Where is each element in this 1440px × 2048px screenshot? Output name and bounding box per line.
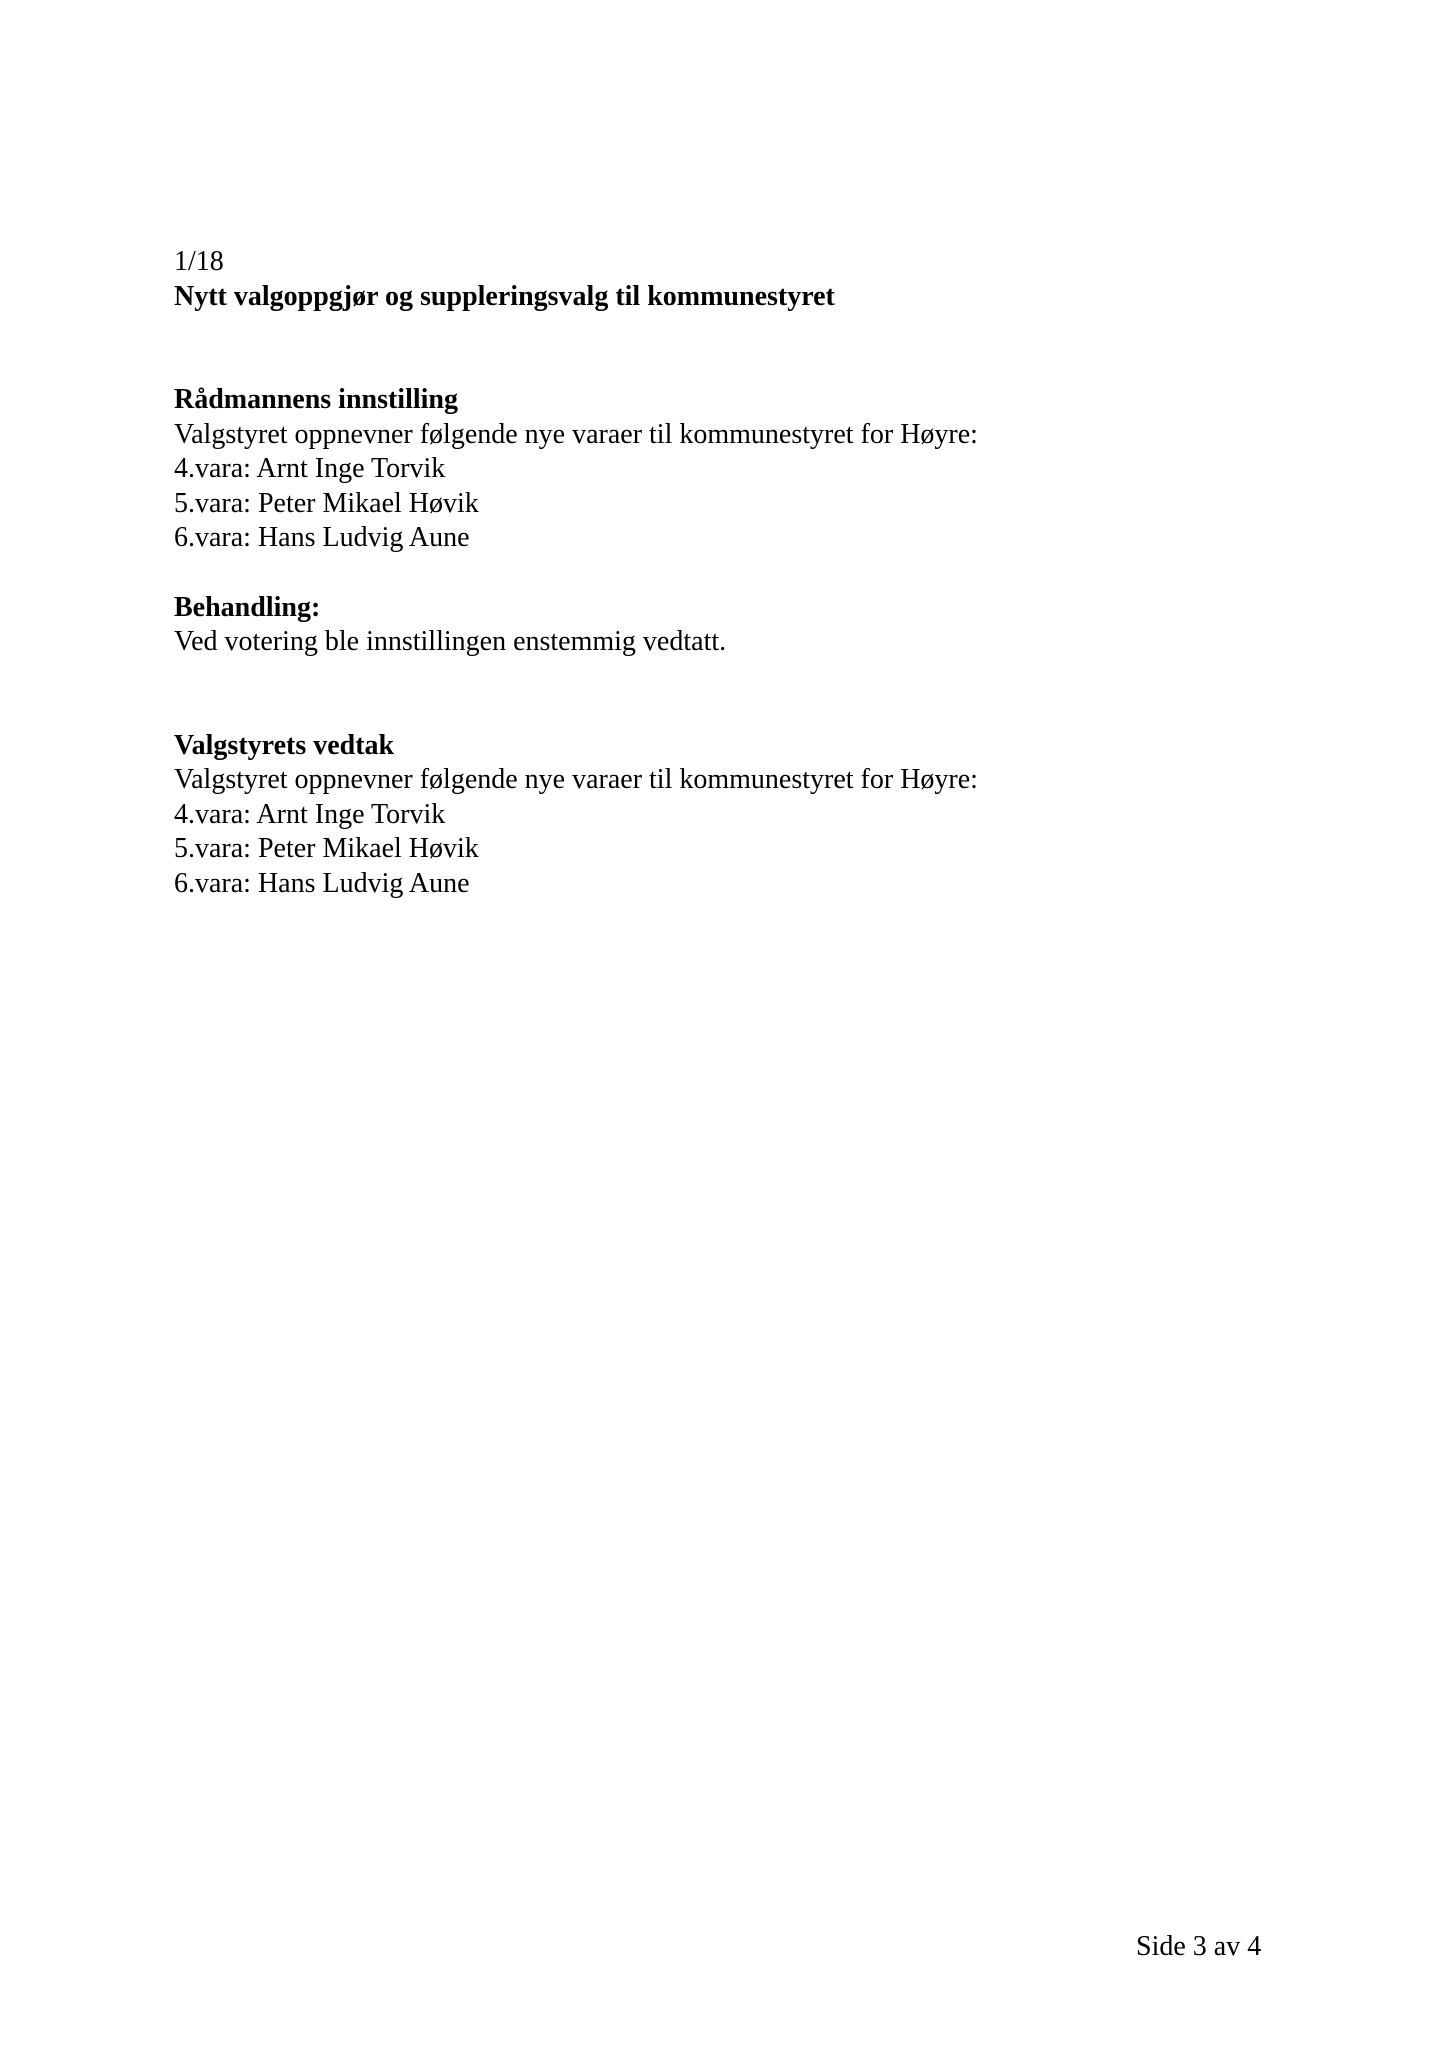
decision-heading: Valgstyrets vedtak	[174, 729, 395, 761]
case-title: Nytt valgoppgjør og suppleringsvalg til kommunestyret	[174, 280, 835, 312]
recommendation-item: 4.vara: Arnt Inge Torvik	[174, 453, 446, 484]
decision-intro: Valgstyret oppnevner følgende nye varaer til kommunestyret for Høyre:	[174, 764, 978, 795]
recommendation-heading: Rådmannens innstilling	[174, 384, 458, 415]
recommendation-section	[174, 383, 1274, 556]
processing-text: Ved votering ble innstillingen enstemmig vedtatt.	[174, 626, 727, 657]
decision-item: 4.vara: Arnt Inge Torvik	[174, 798, 446, 830]
decision-section	[174, 729, 1274, 902]
recommendation-item: 6.vara: Hans Ludvig Aune	[174, 522, 470, 553]
processing-heading: Behandling:	[174, 591, 321, 623]
section-gap	[174, 314, 1274, 383]
section-gap	[174, 660, 1274, 729]
recommendation-intro: Valgstyret oppnevner følgende nye varaer til kommunestyret for Høyre:	[174, 418, 978, 450]
page-number: Side 3 av 4	[1136, 1931, 1262, 1962]
decision-item: 6.vara: Hans Ludvig Aune	[174, 867, 470, 899]
case-number: 1/18	[174, 246, 224, 277]
document-body	[174, 245, 1274, 901]
section-gap	[174, 556, 1274, 591]
decision-item: 5.vara: Peter Mikael Høvik	[174, 833, 479, 864]
processing-section	[174, 591, 1274, 660]
recommendation-item: 5.vara: Peter Mikael Høvik	[174, 487, 479, 519]
